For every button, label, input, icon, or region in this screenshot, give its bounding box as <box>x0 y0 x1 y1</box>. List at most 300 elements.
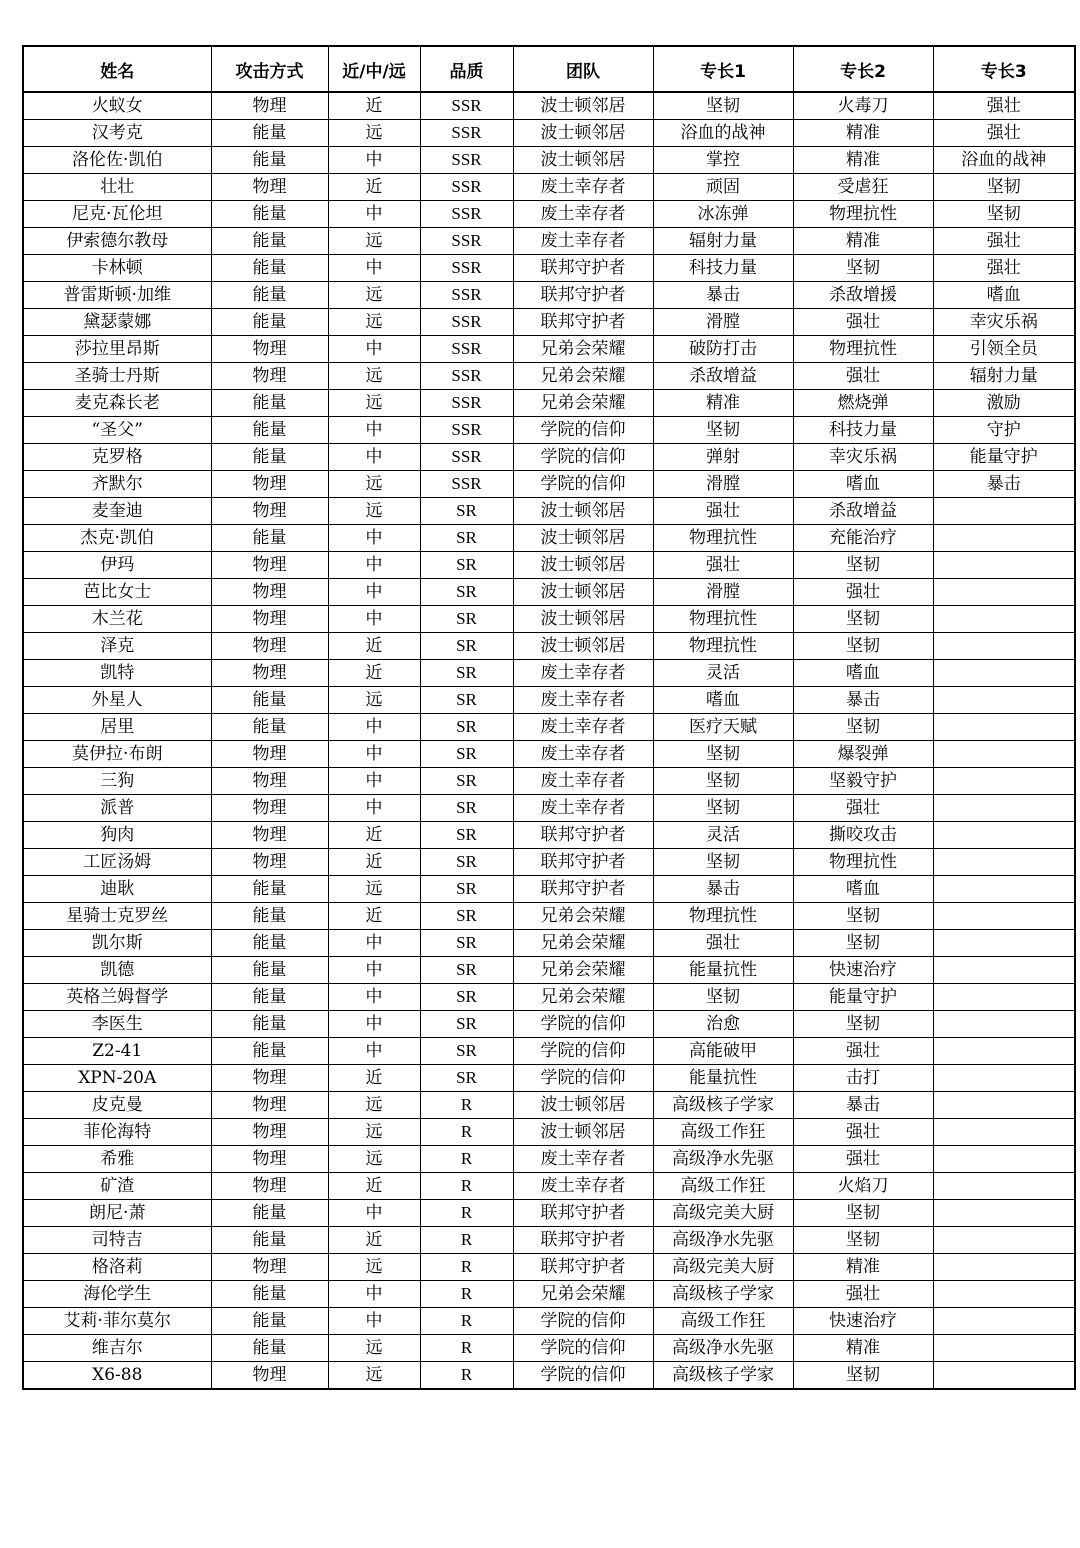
cell-perk-3 <box>933 849 1075 876</box>
cell-quality: SR <box>420 606 513 633</box>
cell-name: 格洛莉 <box>23 1254 211 1281</box>
cell-quality: SR <box>420 1038 513 1065</box>
cell-perk-2: 坚毅守护 <box>793 768 933 795</box>
cell-team: 联邦守护者 <box>513 876 653 903</box>
cell-perk-1: 浴血的战神 <box>653 120 793 147</box>
cell-quality: R <box>420 1092 513 1119</box>
cell-perk-2: 坚韧 <box>793 1362 933 1390</box>
cell-attack-type: 能量 <box>211 201 328 228</box>
cell-perk-3: 强壮 <box>933 228 1075 255</box>
cell-range: 中 <box>328 1200 420 1227</box>
cell-quality: SSR <box>420 282 513 309</box>
cell-perk-1: 高级工作狂 <box>653 1308 793 1335</box>
cell-name: 伊玛 <box>23 552 211 579</box>
cell-quality: SSR <box>420 471 513 498</box>
cell-perk-2: 精准 <box>793 228 933 255</box>
table-row <box>23 201 1075 228</box>
cell-team: 兄弟会荣耀 <box>513 984 653 1011</box>
table-row <box>23 741 1075 768</box>
table-row <box>23 1281 1075 1308</box>
cell-name: 希雅 <box>23 1146 211 1173</box>
cell-perk-3 <box>933 1065 1075 1092</box>
cell-team: 联邦守护者 <box>513 849 653 876</box>
cell-team: 废土幸存者 <box>513 687 653 714</box>
cell-quality: R <box>420 1119 513 1146</box>
cell-attack-type: 物理 <box>211 741 328 768</box>
cell-quality: SR <box>420 633 513 660</box>
cell-perk-3 <box>933 687 1075 714</box>
cell-range: 近 <box>328 174 420 201</box>
cell-name: 洛伦佐·凯伯 <box>23 147 211 174</box>
cell-name: 莫伊拉·布朗 <box>23 741 211 768</box>
cell-quality: SSR <box>420 363 513 390</box>
cell-attack-type: 能量 <box>211 1227 328 1254</box>
cell-team: 废土幸存者 <box>513 741 653 768</box>
cell-range: 中 <box>328 1281 420 1308</box>
cell-perk-2: 火毒刀 <box>793 92 933 120</box>
cell-perk-2: 燃烧弹 <box>793 390 933 417</box>
table-row <box>23 849 1075 876</box>
cell-name: 狗肉 <box>23 822 211 849</box>
cell-perk-2: 强壮 <box>793 363 933 390</box>
cell-range: 中 <box>328 255 420 282</box>
cell-perk-3 <box>933 957 1075 984</box>
cell-perk-2: 充能治疗 <box>793 525 933 552</box>
cell-perk-1: 高级完美大厨 <box>653 1254 793 1281</box>
cell-range: 中 <box>328 336 420 363</box>
cell-name: 凯德 <box>23 957 211 984</box>
cell-team: 学院的信仰 <box>513 417 653 444</box>
cell-range: 中 <box>328 147 420 174</box>
cell-name: 星骑士克罗丝 <box>23 903 211 930</box>
cell-range: 中 <box>328 957 420 984</box>
table-row <box>23 903 1075 930</box>
cell-team: 废土幸存者 <box>513 660 653 687</box>
cell-perk-2: 坚韧 <box>793 633 933 660</box>
cell-attack-type: 能量 <box>211 1308 328 1335</box>
table-row <box>23 1146 1075 1173</box>
cell-name: 菲伦海特 <box>23 1119 211 1146</box>
cell-team: 兄弟会荣耀 <box>513 930 653 957</box>
cell-attack-type: 物理 <box>211 552 328 579</box>
cell-perk-2: 强壮 <box>793 795 933 822</box>
cell-attack-type: 能量 <box>211 930 328 957</box>
cell-perk-3 <box>933 660 1075 687</box>
table-body <box>23 92 1075 1389</box>
cell-team: 联邦守护者 <box>513 1254 653 1281</box>
cell-perk-3: 暴击 <box>933 471 1075 498</box>
cell-range: 远 <box>328 876 420 903</box>
cell-perk-1: 辐射力量 <box>653 228 793 255</box>
cell-quality: SR <box>420 687 513 714</box>
cell-perk-3: 守护 <box>933 417 1075 444</box>
cell-team: 波士顿邻居 <box>513 579 653 606</box>
cell-attack-type: 能量 <box>211 1038 328 1065</box>
cell-perk-1: 能量抗性 <box>653 1065 793 1092</box>
cell-perk-1: 高级净水先驱 <box>653 1146 793 1173</box>
cell-name: 外星人 <box>23 687 211 714</box>
cell-range: 中 <box>328 525 420 552</box>
cell-team: 波士顿邻居 <box>513 633 653 660</box>
cell-quality: R <box>420 1281 513 1308</box>
cell-range: 近 <box>328 903 420 930</box>
cell-range: 中 <box>328 606 420 633</box>
cell-name: X6-88 <box>23 1362 211 1390</box>
cell-perk-3 <box>933 1335 1075 1362</box>
cell-perk-2: 受虐狂 <box>793 174 933 201</box>
cell-range: 中 <box>328 1308 420 1335</box>
cell-quality: SR <box>420 795 513 822</box>
table-row <box>23 498 1075 525</box>
table-row <box>23 390 1075 417</box>
cell-attack-type: 物理 <box>211 1065 328 1092</box>
cell-perk-3 <box>933 1254 1075 1281</box>
cell-perk-3 <box>933 876 1075 903</box>
cell-perk-1: 弹射 <box>653 444 793 471</box>
cell-range: 中 <box>328 552 420 579</box>
cell-quality: SSR <box>420 336 513 363</box>
cell-attack-type: 能量 <box>211 120 328 147</box>
table-row <box>23 147 1075 174</box>
cell-name: 尼克·瓦伦坦 <box>23 201 211 228</box>
cell-range: 中 <box>328 795 420 822</box>
cell-perk-3 <box>933 822 1075 849</box>
cell-perk-1: 物理抗性 <box>653 525 793 552</box>
cell-name: 三狗 <box>23 768 211 795</box>
cell-range: 远 <box>328 363 420 390</box>
cell-team: 波士顿邻居 <box>513 606 653 633</box>
cell-attack-type: 物理 <box>211 660 328 687</box>
cell-perk-2: 坚韧 <box>793 552 933 579</box>
cell-name: 火蚁女 <box>23 92 211 120</box>
table-row <box>23 120 1075 147</box>
cell-perk-2: 坚韧 <box>793 255 933 282</box>
cell-attack-type: 物理 <box>211 498 328 525</box>
cell-quality: SR <box>420 984 513 1011</box>
cell-perk-3 <box>933 1362 1075 1390</box>
cell-perk-3: 强壮 <box>933 255 1075 282</box>
cell-range: 近 <box>328 660 420 687</box>
cell-quality: SSR <box>420 309 513 336</box>
cell-perk-1: 滑膛 <box>653 579 793 606</box>
cell-team: 波士顿邻居 <box>513 552 653 579</box>
cell-team: 废土幸存者 <box>513 714 653 741</box>
cell-quality: SR <box>420 876 513 903</box>
table-row <box>23 768 1075 795</box>
cell-perk-2: 快速治疗 <box>793 957 933 984</box>
cell-attack-type: 能量 <box>211 255 328 282</box>
cell-perk-3 <box>933 552 1075 579</box>
cell-perk-2: 物理抗性 <box>793 336 933 363</box>
cell-team: 波士顿邻居 <box>513 120 653 147</box>
cell-name: 维吉尔 <box>23 1335 211 1362</box>
cell-name: 麦奎迪 <box>23 498 211 525</box>
cell-range: 中 <box>328 444 420 471</box>
cell-name: 克罗格 <box>23 444 211 471</box>
cell-attack-type: 能量 <box>211 417 328 444</box>
cell-team: 学院的信仰 <box>513 1065 653 1092</box>
cell-name: 齐默尔 <box>23 471 211 498</box>
cell-attack-type: 物理 <box>211 849 328 876</box>
cell-perk-2: 坚韧 <box>793 903 933 930</box>
table-row <box>23 579 1075 606</box>
cell-name: 泽克 <box>23 633 211 660</box>
cell-perk-3: 引领全员 <box>933 336 1075 363</box>
cell-perk-2: 强壮 <box>793 1119 933 1146</box>
cell-perk-3 <box>933 795 1075 822</box>
cell-perk-1: 坚韧 <box>653 849 793 876</box>
cell-team: 波士顿邻居 <box>513 525 653 552</box>
cell-quality: SR <box>420 525 513 552</box>
cell-name: 麦克森长老 <box>23 390 211 417</box>
cell-name: XPN-20A <box>23 1065 211 1092</box>
cell-perk-2: 精准 <box>793 1254 933 1281</box>
table-row <box>23 1335 1075 1362</box>
cell-quality: SSR <box>420 92 513 120</box>
cell-perk-3 <box>933 606 1075 633</box>
cell-quality: SR <box>420 822 513 849</box>
table-row <box>23 633 1075 660</box>
cell-quality: SR <box>420 1011 513 1038</box>
cell-attack-type: 能量 <box>211 390 328 417</box>
cell-perk-1: 坚韧 <box>653 795 793 822</box>
cell-perk-2: 能量守护 <box>793 984 933 1011</box>
cell-perk-1: 强壮 <box>653 498 793 525</box>
cell-perk-2: 坚韧 <box>793 606 933 633</box>
header-perk-2: 专长2 <box>793 46 933 92</box>
cell-range: 中 <box>328 714 420 741</box>
cell-attack-type: 能量 <box>211 309 328 336</box>
cell-team: 联邦守护者 <box>513 282 653 309</box>
cell-name: 圣骑士丹斯 <box>23 363 211 390</box>
table-row <box>23 1254 1075 1281</box>
cell-perk-3: 幸灾乐祸 <box>933 309 1075 336</box>
cell-perk-3 <box>933 1119 1075 1146</box>
cell-perk-3 <box>933 741 1075 768</box>
cell-quality: SR <box>420 768 513 795</box>
cell-range: 中 <box>328 201 420 228</box>
cell-quality: SSR <box>420 417 513 444</box>
cell-name: 凯尔斯 <box>23 930 211 957</box>
cell-team: 兄弟会荣耀 <box>513 363 653 390</box>
cell-team: 兄弟会荣耀 <box>513 903 653 930</box>
cell-attack-type: 能量 <box>211 228 328 255</box>
cell-quality: SR <box>420 714 513 741</box>
cell-perk-1: 顽固 <box>653 174 793 201</box>
cell-name: 伊索德尔教母 <box>23 228 211 255</box>
header-name: 姓名 <box>23 46 211 92</box>
header-range: 近/中/远 <box>328 46 420 92</box>
cell-range: 近 <box>328 1227 420 1254</box>
cell-perk-3: 能量守护 <box>933 444 1075 471</box>
cell-attack-type: 物理 <box>211 822 328 849</box>
table-row <box>23 1011 1075 1038</box>
cell-name: 工匠汤姆 <box>23 849 211 876</box>
cell-perk-1: 精准 <box>653 390 793 417</box>
cell-name: 卡林顿 <box>23 255 211 282</box>
table-row <box>23 282 1075 309</box>
cell-perk-3 <box>933 714 1075 741</box>
cell-quality: SR <box>420 849 513 876</box>
cell-range: 远 <box>328 687 420 714</box>
cell-perk-1: 物理抗性 <box>653 606 793 633</box>
cell-perk-1: 强壮 <box>653 552 793 579</box>
cell-team: 学院的信仰 <box>513 1038 653 1065</box>
cell-perk-2: 强壮 <box>793 309 933 336</box>
cell-attack-type: 物理 <box>211 795 328 822</box>
cell-quality: SR <box>420 930 513 957</box>
cell-perk-2: 爆裂弹 <box>793 741 933 768</box>
cell-attack-type: 物理 <box>211 1146 328 1173</box>
table-row <box>23 255 1075 282</box>
cell-range: 中 <box>328 1038 420 1065</box>
table-row <box>23 552 1075 579</box>
cell-perk-1: 高级完美大厨 <box>653 1200 793 1227</box>
cell-perk-3: 坚韧 <box>933 174 1075 201</box>
cell-perk-3 <box>933 1308 1075 1335</box>
table-row <box>23 92 1075 120</box>
cell-name: 派普 <box>23 795 211 822</box>
cell-perk-2: 嗜血 <box>793 876 933 903</box>
cell-perk-1: 灵活 <box>653 660 793 687</box>
cell-perk-2: 强壮 <box>793 579 933 606</box>
cell-attack-type: 物理 <box>211 579 328 606</box>
table-row <box>23 336 1075 363</box>
header-perk-1: 专长1 <box>653 46 793 92</box>
cell-quality: SSR <box>420 228 513 255</box>
table-row <box>23 1200 1075 1227</box>
cell-range: 中 <box>328 768 420 795</box>
cell-perk-3 <box>933 1200 1075 1227</box>
table-row <box>23 660 1075 687</box>
cell-team: 废土幸存者 <box>513 228 653 255</box>
cell-perk-3: 浴血的战神 <box>933 147 1075 174</box>
character-table <box>22 45 1076 1390</box>
cell-range: 近 <box>328 1173 420 1200</box>
cell-perk-1: 嗜血 <box>653 687 793 714</box>
cell-perk-3 <box>933 1146 1075 1173</box>
cell-range: 远 <box>328 120 420 147</box>
table-row <box>23 1362 1075 1390</box>
table-row <box>23 417 1075 444</box>
cell-quality: R <box>420 1308 513 1335</box>
table-row <box>23 444 1075 471</box>
cell-team: 废土幸存者 <box>513 201 653 228</box>
cell-team: 学院的信仰 <box>513 444 653 471</box>
cell-quality: SSR <box>420 201 513 228</box>
cell-perk-3 <box>933 633 1075 660</box>
cell-perk-1: 坚韧 <box>653 768 793 795</box>
cell-perk-3 <box>933 903 1075 930</box>
header-perk-3: 专长3 <box>933 46 1075 92</box>
cell-name: 壮壮 <box>23 174 211 201</box>
table-row <box>23 822 1075 849</box>
cell-team: 波士顿邻居 <box>513 147 653 174</box>
cell-name: 司特吉 <box>23 1227 211 1254</box>
cell-perk-1: 暴击 <box>653 876 793 903</box>
cell-perk-1: 物理抗性 <box>653 903 793 930</box>
cell-name: 艾莉·菲尔莫尔 <box>23 1308 211 1335</box>
table-row <box>23 687 1075 714</box>
cell-attack-type: 物理 <box>211 1362 328 1390</box>
cell-range: 远 <box>328 1362 420 1390</box>
cell-perk-2: 物理抗性 <box>793 201 933 228</box>
cell-name: 皮克曼 <box>23 1092 211 1119</box>
cell-range: 中 <box>328 1011 420 1038</box>
cell-perk-1: 冰冻弹 <box>653 201 793 228</box>
cell-perk-1: 高级核子学家 <box>653 1362 793 1390</box>
cell-team: 学院的信仰 <box>513 471 653 498</box>
cell-perk-2: 坚韧 <box>793 1200 933 1227</box>
cell-perk-1: 滑膛 <box>653 471 793 498</box>
cell-range: 中 <box>328 579 420 606</box>
cell-team: 波士顿邻居 <box>513 92 653 120</box>
cell-perk-1: 破防打击 <box>653 336 793 363</box>
cell-name: 杰克·凯伯 <box>23 525 211 552</box>
cell-team: 学院的信仰 <box>513 1335 653 1362</box>
cell-team: 兄弟会荣耀 <box>513 1281 653 1308</box>
cell-team: 废土幸存者 <box>513 1146 653 1173</box>
cell-attack-type: 能量 <box>211 147 328 174</box>
cell-perk-3 <box>933 1227 1075 1254</box>
table-row <box>23 228 1075 255</box>
cell-attack-type: 能量 <box>211 444 328 471</box>
cell-perk-1: 高级工作狂 <box>653 1119 793 1146</box>
cell-team: 学院的信仰 <box>513 1308 653 1335</box>
table-row <box>23 174 1075 201</box>
cell-perk-2: 精准 <box>793 147 933 174</box>
cell-perk-1: 坚韧 <box>653 417 793 444</box>
cell-perk-3: 强壮 <box>933 120 1075 147</box>
cell-quality: R <box>420 1146 513 1173</box>
table-row <box>23 930 1075 957</box>
cell-perk-3: 辐射力量 <box>933 363 1075 390</box>
cell-name: 朗尼·萧 <box>23 1200 211 1227</box>
cell-perk-2: 暴击 <box>793 687 933 714</box>
cell-perk-2: 嗜血 <box>793 471 933 498</box>
table-row <box>23 795 1075 822</box>
cell-perk-3: 嗜血 <box>933 282 1075 309</box>
cell-perk-2: 强壮 <box>793 1146 933 1173</box>
cell-perk-2: 快速治疗 <box>793 1308 933 1335</box>
cell-perk-2: 坚韧 <box>793 1011 933 1038</box>
cell-range: 远 <box>328 390 420 417</box>
cell-team: 兄弟会荣耀 <box>513 957 653 984</box>
cell-quality: SR <box>420 903 513 930</box>
table-row <box>23 363 1075 390</box>
cell-range: 远 <box>328 498 420 525</box>
cell-team: 兄弟会荣耀 <box>513 390 653 417</box>
cell-perk-1: 高级核子学家 <box>653 1281 793 1308</box>
table-row <box>23 1038 1075 1065</box>
cell-team: 联邦守护者 <box>513 1200 653 1227</box>
cell-attack-type: 能量 <box>211 903 328 930</box>
cell-name: 普雷斯顿·加维 <box>23 282 211 309</box>
cell-perk-1: 科技力量 <box>653 255 793 282</box>
table-row <box>23 957 1075 984</box>
table-row <box>23 1119 1075 1146</box>
cell-perk-1: 治愈 <box>653 1011 793 1038</box>
cell-name: 李医生 <box>23 1011 211 1038</box>
cell-attack-type: 物理 <box>211 1254 328 1281</box>
cell-range: 远 <box>328 1254 420 1281</box>
cell-range: 远 <box>328 228 420 255</box>
cell-perk-2: 杀敌增益 <box>793 498 933 525</box>
cell-perk-2: 坚韧 <box>793 714 933 741</box>
cell-perk-3: 强壮 <box>933 92 1075 120</box>
cell-perk-3 <box>933 768 1075 795</box>
cell-team: 联邦守护者 <box>513 1227 653 1254</box>
